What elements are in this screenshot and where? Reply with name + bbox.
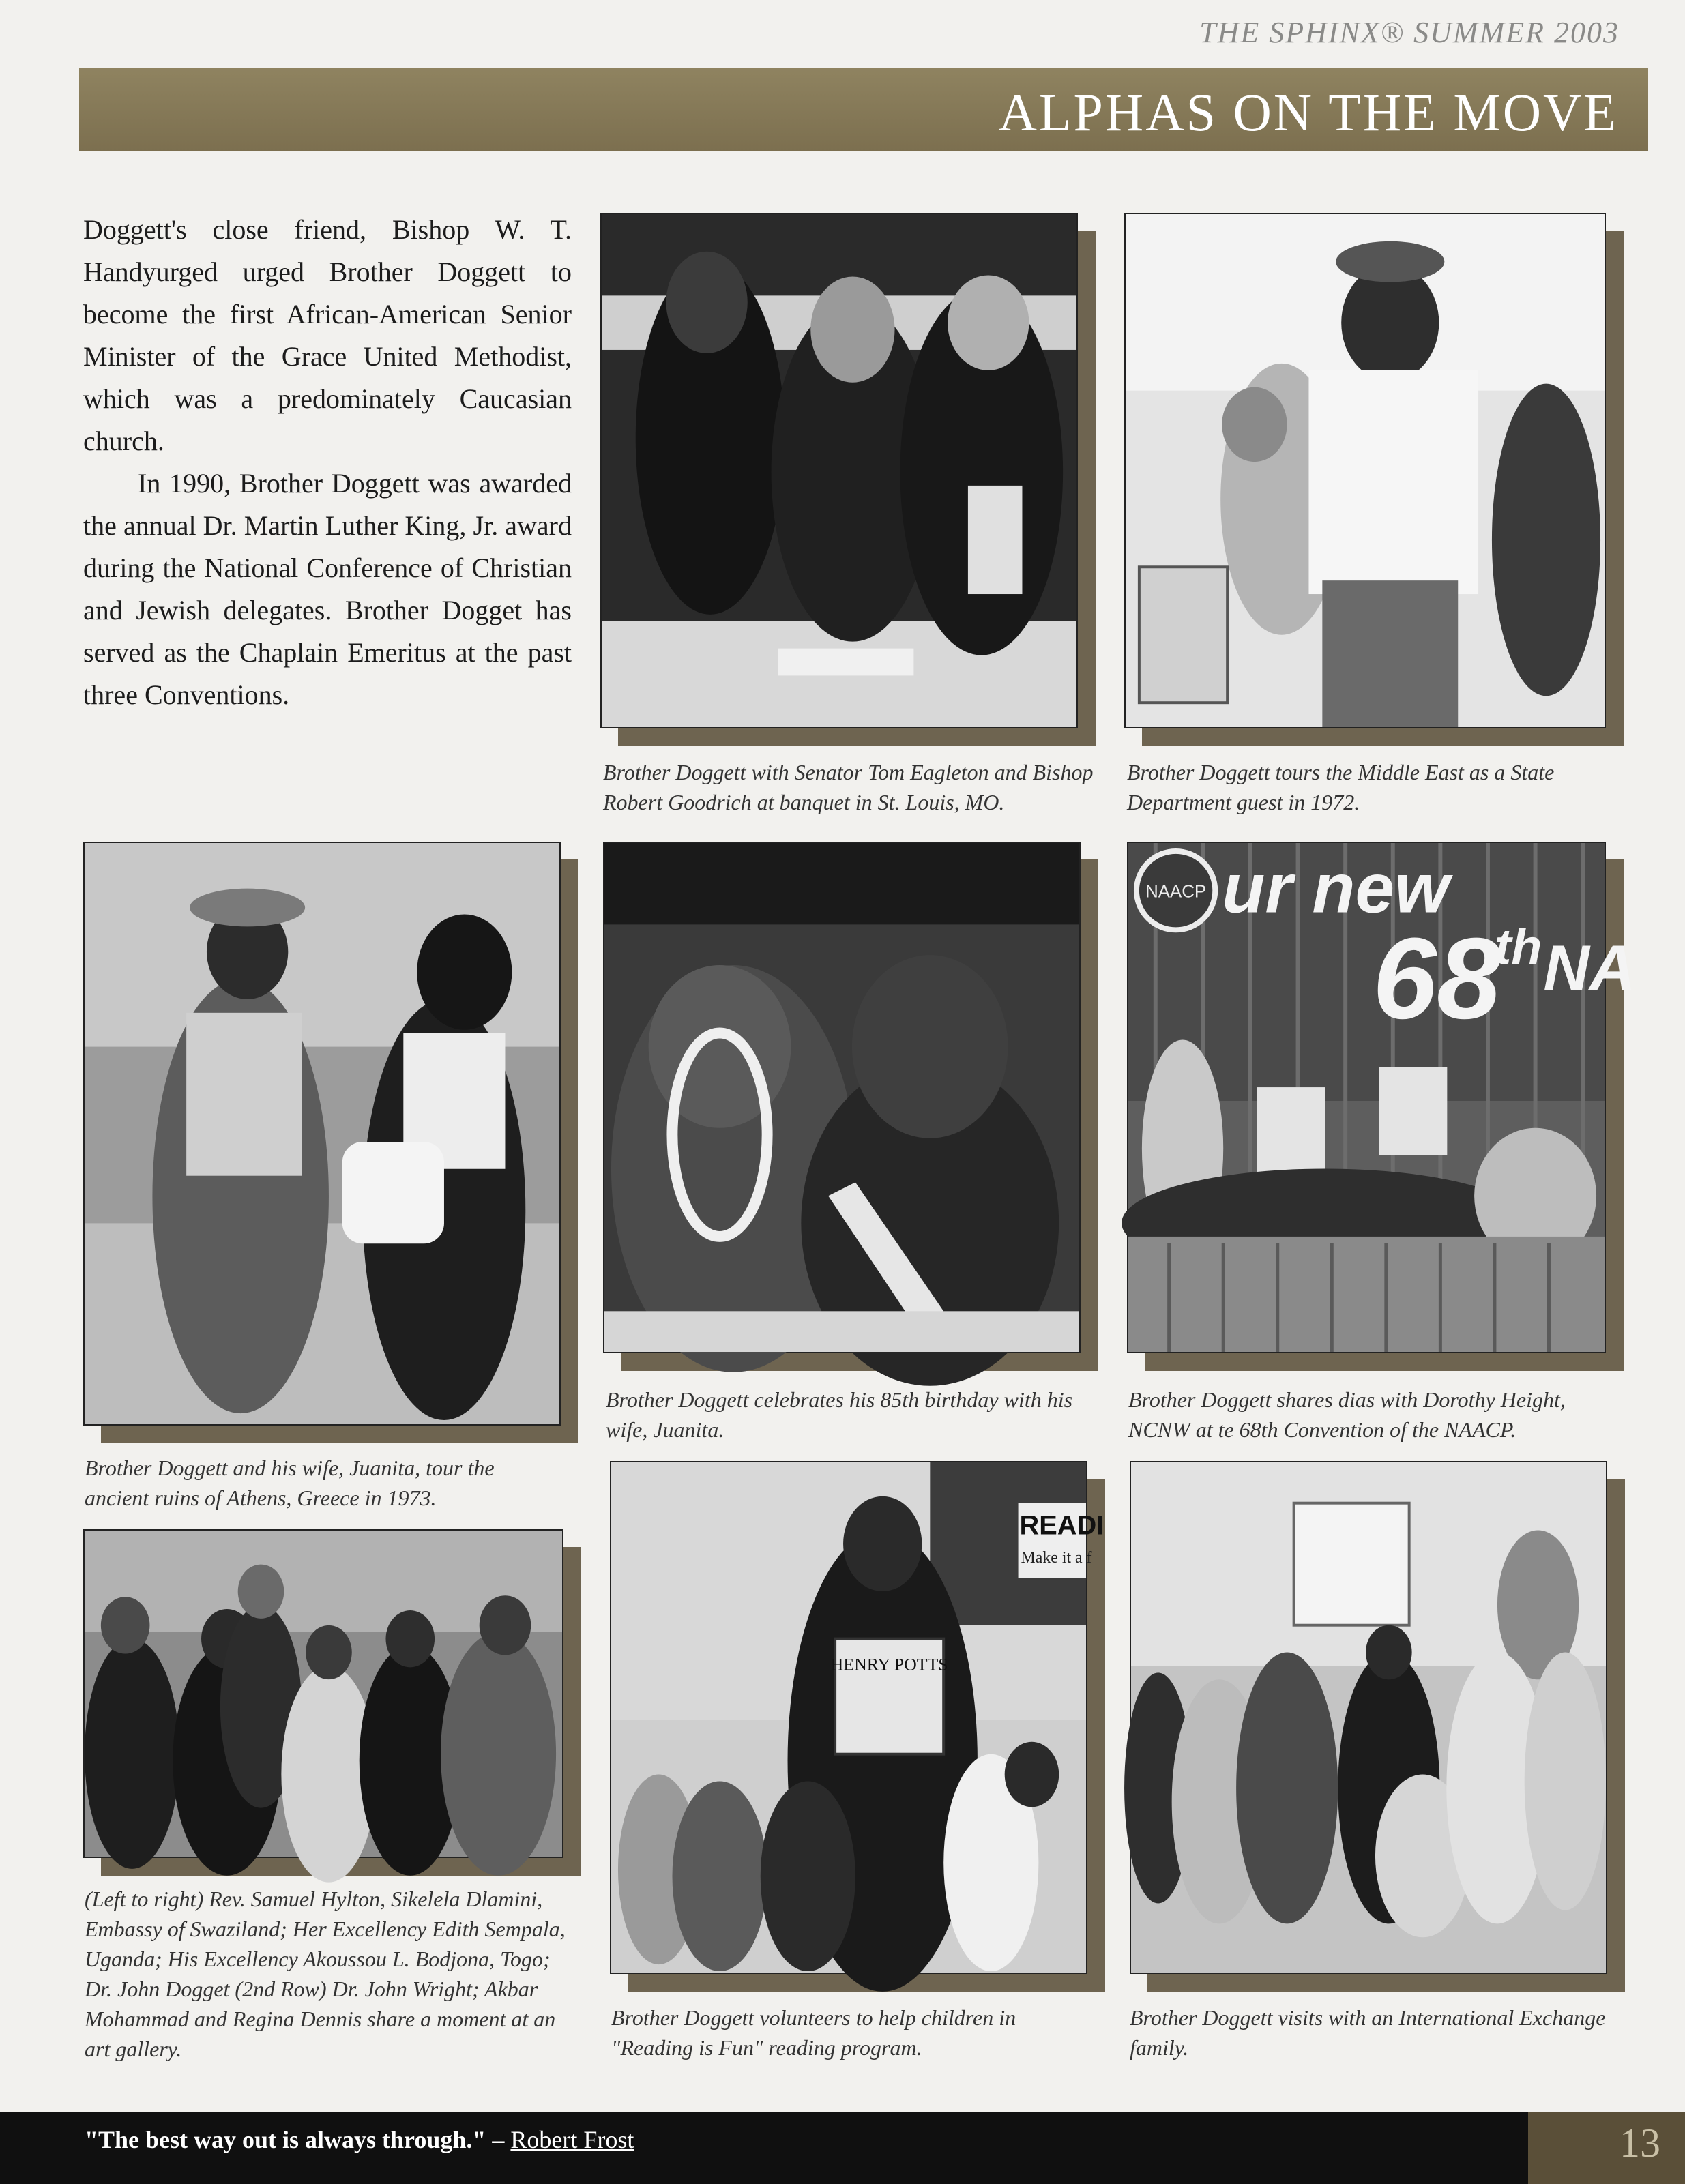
section-banner bbox=[79, 68, 1648, 151]
quote-text: "The best way out is always through." – bbox=[85, 2126, 505, 2153]
banner-sup-text: th bbox=[1494, 918, 1542, 975]
book-title-text: HENRY POTTS bbox=[830, 1654, 948, 1674]
banner-line1-text: ur new bbox=[1222, 848, 1450, 928]
photo-exchange-family bbox=[1130, 1461, 1607, 1974]
naacp-seal-text: NAACP bbox=[1145, 882, 1207, 902]
article-paragraph: In 1990, Brother Doggett was awarded the annual Dr. Martin Luther King, Jr. award during the National Conference of Christian and Jewish delegates. Brother Dogget has served as the Chaplain Emeritus at the past three Conventions. bbox=[83, 468, 572, 710]
footer-bar bbox=[0, 2112, 1528, 2184]
caption-exchange-family: Brother Doggett visits with an International Exchange family. bbox=[1130, 2005, 1606, 2060]
page-number: 13 bbox=[1620, 2121, 1660, 2166]
photo-art-gallery bbox=[83, 1529, 563, 1858]
caption-athens: Brother Doggett and his wife, Juanita, tour the ancient ruins of Athens, Greece in 1973. bbox=[85, 1456, 495, 1510]
read-sign-subtext: Make it a f bbox=[1021, 1549, 1092, 1567]
caption-naacp-convention: Brother Doggett shares dias with Dorothy Height, NCNW at te 68th Convention of the NAACP. bbox=[1128, 1387, 1566, 1442]
footer-quote bbox=[85, 2125, 634, 2154]
caption-birthday: Brother Doggett celebrates his 85th birthday with his wife, Juanita. bbox=[606, 1387, 1073, 1442]
header-publication: THE SPHINX® SUMMER 2003 bbox=[1199, 16, 1620, 49]
photo-birthday bbox=[603, 842, 1081, 1353]
photo-naacp-convention bbox=[1127, 842, 1636, 1353]
photo-reading-program bbox=[610, 1461, 1104, 1974]
banner-tail-text: NA bbox=[1543, 931, 1636, 1003]
footer-page-tab bbox=[1528, 2112, 1685, 2184]
caption-middle-east: Brother Doggett tours the Middle East as a State Department guest in 1972. bbox=[1127, 760, 1555, 814]
read-sign-text: READI bbox=[1019, 1510, 1104, 1541]
section-title: ALPHAS ON THE MOVE bbox=[998, 83, 1618, 142]
photo-banquet bbox=[600, 213, 1078, 728]
caption-reading-program: Brother Doggett volunteers to help children in "Reading is Fun" reading program. bbox=[611, 2005, 1016, 2060]
quote-author: Robert Frost bbox=[510, 2126, 634, 2153]
article-paragraph: Doggett's close friend, Bishop W. T. Handyurged urged Brother Doggett to become the first African-American Senior Minister of the Grace United Methodist, which was a predominately Caucasian church. bbox=[83, 214, 572, 456]
caption-banquet: Brother Doggett with Senator Tom Eagleton and Bishop Robert Goodrich at banquet in St. Louis, MO. bbox=[603, 760, 1094, 814]
banner-68-text: 68 bbox=[1372, 913, 1501, 1043]
caption-art-gallery: (Left to right) Rev. Samuel Hylton, Sikelela Dlamini, Embassy of Swaziland; Her Excellency Edith Sempala, Uganda; His Excellency Akoussou L. Bodjona, Togo; Dr. John Dogget (2nd Row) Dr. John Wright; Akbar Mohammad and Regina Dennis share a moment at an art gallery. bbox=[85, 1887, 566, 2061]
photo-middle-east bbox=[1124, 213, 1606, 728]
photo-athens bbox=[83, 842, 561, 1426]
article-body bbox=[83, 209, 572, 716]
